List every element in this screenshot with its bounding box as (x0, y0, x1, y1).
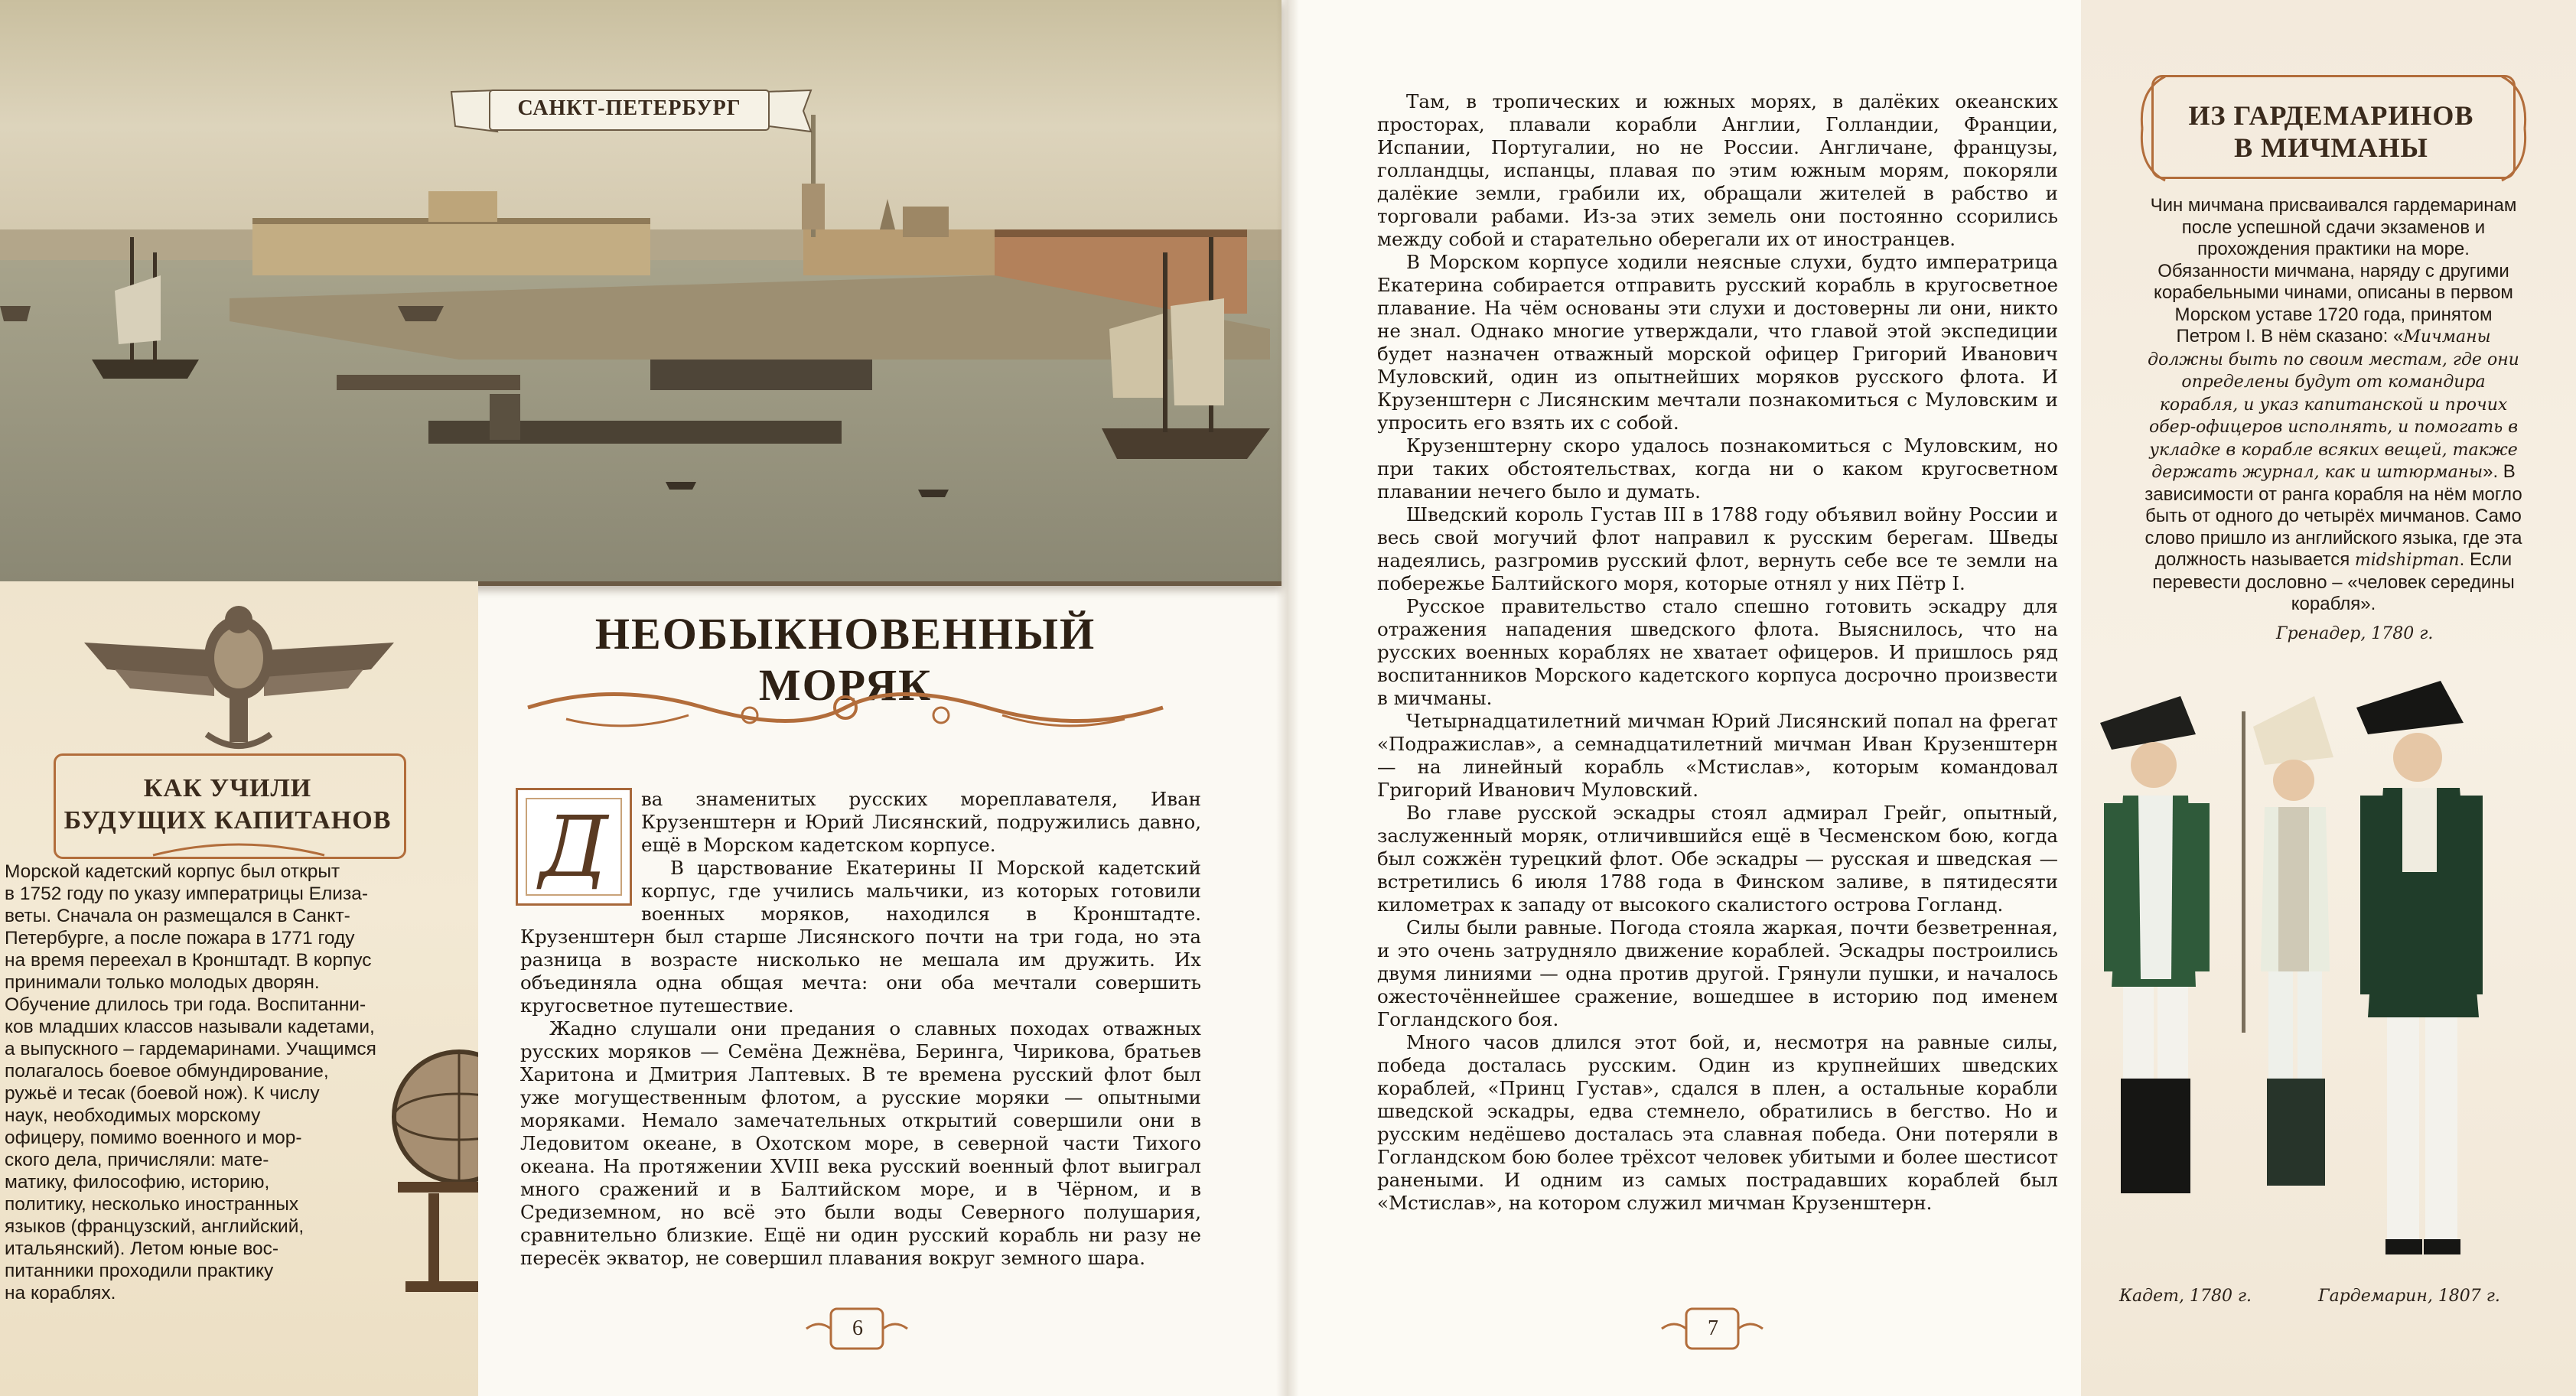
paragraph: Четырнадцатилетний мичман Юрий Лисянский попал на фрегат «Подражислав», а семнадцатилетний мичман Иван Крузенштерн — на линейный корабль «Мстислав», которым командовал Григорий Иванович Муловский. (1377, 710, 2058, 801)
paragraph: Шведский король Густав III в 1788 году объявил войну России и весь свой могучий флот направил к русским берегам. Шведы надеялись, разгромив русский флот, вернуть себе все те земли на побережье Балтийского моря, которые отнял у них Пётр I. (1377, 503, 2058, 594)
sidebar-line: наук, необходимых морскому (5, 1105, 261, 1126)
sidebar-line: принимали только молодых дворян. (5, 972, 320, 993)
sidebar-line: Обучение длилось три года. Воспитанни- (5, 994, 366, 1015)
sidebar-line: веты. Сначала он размещался в Санкт- (5, 906, 350, 926)
left-sidebar-title-line2: БУДУЩИХ КАПИТАНОВ (64, 806, 392, 835)
sidebar-line: Петербурге, а после пожара в 1771 году (5, 928, 355, 949)
sidebar-line: языков (французский, английский, (5, 1216, 304, 1237)
sidebar-line: матику, философию, историю, (5, 1172, 270, 1193)
left-sidebar-title-line1: КАК УЧИЛИ (143, 774, 312, 802)
dropcap-frame (516, 788, 632, 906)
sidebar-line: итальянский). Летом юные вос- (5, 1238, 279, 1259)
paragraph: Крузенштерну скоро удалось познакомиться с Муловским, но при таких обстоятельствах, когда ни о каком кругосветном плавании нечего было и думать. (1377, 434, 2058, 503)
sidebar-text-before: Чин мичмана присваивался гардемаринам после успешной сдачи экзаменов и прохождения практики на море. Обязанности мичмана, наряду с другими корабельными чинами, описаны в первом Морском уставе 1720 года, принятом Петром I. В нём сказано: « (2150, 195, 2517, 347)
dropcap-letter: Д (539, 798, 608, 896)
right-sidebar-title-line2: В МИЧМАНЫ (2234, 132, 2428, 163)
sidebar-line: офицеру, помимо военного и мор- (5, 1128, 302, 1148)
caption-midshipman: Гардемарин, 1807 г. (2318, 1287, 2500, 1306)
page-number-frame-right (1659, 1304, 1766, 1353)
sidebar-line: а выпускного – гардемаринами. Учащимся (5, 1039, 376, 1059)
sidebar-term: midshipman (2354, 551, 2460, 570)
paragraph: В царствование Екатерины II Морской кадетский корпус, где учились мальчики, из которых готовили военных моряков, находился в Кронштадте. Крузенштерн был старше Лисянского почти на три года, но эта разница в возрасте нисколько не мешала им дружить. Их объединяла одна общая мечта: они оба мечтали совершить кругосветное путешествие. (520, 857, 1201, 1017)
book-spine-shadow (1276, 0, 1299, 1396)
left-sidebar-text (5, 861, 441, 1304)
right-sidebar-title-line1: ИЗ ГАРДЕМАРИНОВ (2188, 100, 2474, 131)
caption-cadet: Кадет, 1780 г. (2119, 1287, 2252, 1306)
paragraph: Жадно слушали они предания о славных походах отважных русских моряков — Семёна Дежнёва, Беринга, Чирикова, братьев Харитона и Дмитрия Лаптевых. В те времена русский флот был уже могущественным флотом, а русские моряки — опытными моряками. Немало замечательных открытий совершили они в Ледовитом океане, в Охотском море, в северной части Тихого океана. На протяжении XVIII века русский военный флот выиграл много сражений и в Балтийском море, и в Чёрном, и в Средиземном, но всё это были воды Северного полушария, сравнительно близкие. Ещё ни один русский корабль ни разу не пересёк экватор, не совершил плавания вокруг земного шара. (520, 1017, 1201, 1269)
page-number-right: 7 (1708, 1316, 1718, 1340)
right-sidebar-text (2142, 195, 2525, 616)
sidebar-line: ков младших классов называли кадетами, (5, 1017, 375, 1037)
sidebar-line: Морской кадетский корпус был открыт (5, 861, 340, 882)
paragraph: Много часов длился этот бой, и, несмотря на равные силы, победа досталась русским. Один из крупнейших шведских кораблей, «Принц Густав», сдался в плен, а остальные корабли шведской эскадры, едва стемнело, обратились в бегство. Но и русским недёшево досталась эта славная победа. Они потеряли в Гогландском бою более трёхсот человек убитыми и более шестисот ранеными. И одним из самых пострадавших кораблей был «Мстислав», на котором служил мичман Крузенштерн. (1377, 1031, 2058, 1214)
left-sidebar-title (54, 773, 402, 837)
painting-banner-label: САНКТ-ПЕТЕРБУРГ (517, 96, 741, 120)
sidebar-line: в 1752 году по указу императрицы Елиза- (5, 883, 368, 904)
left-main-column (520, 788, 1201, 1270)
painting-illustration (0, 0, 1281, 581)
paragraph: Русское правительство стало спешно готовить эскадру для отражения нападения шведского флота. Выяснилось, что на русских военных кораблях не хватает офицеров. И пришлось ряд воспитанников Морского кадетского корпуса досрочно произвести в мичманы. (1377, 595, 2058, 709)
right-main-column (1377, 90, 2058, 1215)
page-number-frame-left (803, 1304, 910, 1353)
page-title: НЕОБЫКНОВЕННЫЙ МОРЯК (594, 609, 1096, 710)
sidebar-text-end: . Если перевести дословно – «человек середины корабля». (2152, 549, 2515, 614)
paragraph: Во главе русской эскадры стоял адмирал Грейг, опытный, заслуженный моряк, отличившийся ещё в Чесменском бою, когда был сожжён турецкий флот. Обе эскадры — русская и шведская — встретились 6 июля 1788 года в Финском заливе, в пятидесяти километрах к западу от высокого скалистого острова Гогланд. (1377, 802, 2058, 916)
sidebar-text-after: ». В зависимости от ранга корабля на нём могло быть от одного до четырёх мичманов. Само слово пришло из английского языка, где эта должность называется (2144, 461, 2522, 570)
title-flourish-ornament (520, 673, 1171, 742)
caption-grenadier: Гренадер, 1780 г. (2276, 624, 2434, 643)
right-sidebar-title (2151, 99, 2511, 164)
paragraph: Силы были равные. Погода стояла жаркая, почти безветренная, и это очень затрудняло движение кораблей. Эскадры построились двумя линиями — одна против другой. Грянули пушки, и началось ожесточённейшее сражение, вошедшее в историю под именем Гогландского боя. (1377, 916, 2058, 1030)
sidebar-line: питанники проходили практику (5, 1261, 274, 1281)
sidebar-line: на время переехал в Кронштадт. В корпус (5, 950, 372, 971)
sidebar-line: ского дела, причисляли: мате- (5, 1150, 269, 1170)
sidebar-line: ружьё и тесак (боевой нож). К числу (5, 1083, 320, 1104)
dropcap-inner (526, 798, 622, 896)
sidebar-line: полагалось боевое обмундирование, (5, 1061, 329, 1082)
st-petersburg-painting (0, 0, 1281, 586)
sidebar-quote: Мичманы должны быть по своим местам, где они определены будут от командира корабля, и указ капитанской и прочих обер-офицеров исполнять, и помогать в укладке в корабле всяких вещей, также держать журнал, как и штюрманы (2148, 327, 2519, 482)
page-number-left: 6 (852, 1316, 863, 1340)
paragraph: В Морском корпусе ходили неясные слухи, будто императрица Екатерина собирается отправить русский корабль в кругосветное плавание. На чём основаны эти слухи и достоверны ли они, никто не знал. Однако многие утверждали, что главой этой экспедиции будет назначен отважный морской офицер Григорий Иванович Муловский, один из опытнейших моряков русского флота. И Крузенштерн с Лисянским мечтали познакомиться с Муловским и упросить его взять их с собой. (1377, 251, 2058, 434)
paragraph: ва знаменитых русских мореплавателя, Иван Крузенштерн и Юрий Лисянский, подружились давно, ещё в Морском кадетском корпусе. (641, 788, 1201, 856)
uniforms-illustration (2081, 650, 2576, 1285)
sidebar-line: политику, несколько иностранных (5, 1194, 299, 1215)
paragraph: Там, в тропических и южных морях, в далёких океанских просторах, плавали корабли Англии, Голландии, Франции, Испании, Португалии, но не России. Англичане, французы, голландцы, испанцы, плавая по этим южным морям, покоряли далёкие земли, грабили их, обращали жителей в рабство и торговали рабами. Из-за этих земель они постоянно ссорились между собой и старательно оберегали их от иностранцев. (1377, 90, 2058, 250)
sidebar-line: на кораблях. (5, 1283, 116, 1303)
